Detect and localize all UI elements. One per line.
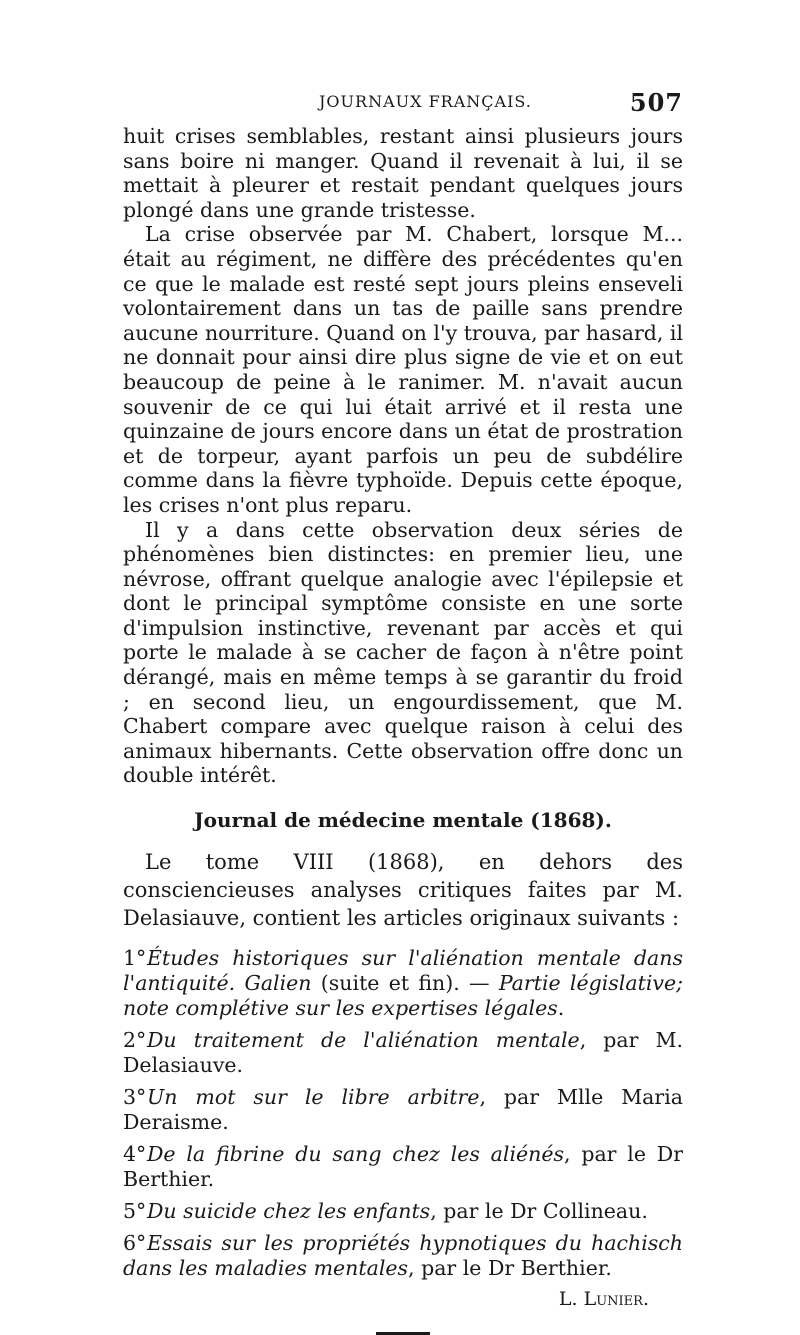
item-number: 4° — [123, 1142, 147, 1167]
item-title: De la fibrine du sang chez les aliénés — [147, 1142, 564, 1167]
item-author: . — [557, 996, 565, 1021]
item-title: Études historiques sur l'aliénation mentale dans l'antiquité. Galien — [123, 946, 683, 996]
item-number: 3° — [123, 1085, 147, 1110]
section-title — [123, 808, 683, 832]
item-number: 1° — [123, 946, 147, 971]
list-item — [123, 946, 683, 1021]
paragraph-continued: huit crises semblables, restant ainsi plusieurs jours sans boire ni manger. Quand il revenait à lui, il se mettait à pleurer et restait pendant quelques jours plongé dans une grande tristesse. — [123, 124, 683, 222]
list-item — [123, 1231, 683, 1281]
list-item — [123, 1085, 683, 1135]
item-title-second: Partie législative; note complétive sur les expertises légales — [123, 971, 683, 1021]
running-title: JOURNAUX FRANÇAIS. — [319, 92, 532, 111]
item-author: , par le Dr Collineau. — [430, 1199, 648, 1224]
item-author: , par Mlle Maria Deraisme. — [123, 1085, 683, 1135]
item-mid: (suite et fin). — — [311, 971, 499, 996]
signature: L. Lunier. — [558, 1288, 649, 1311]
item-number: 2° — [123, 1028, 147, 1053]
list-item — [123, 1142, 683, 1192]
body-text — [123, 124, 683, 788]
running-head — [123, 88, 683, 124]
section-title-year: (1868). — [530, 808, 612, 833]
item-title: Essais sur les propriétés hypnotiques du hachisch dans les maladies mentales — [123, 1231, 683, 1281]
section-title-main: Journal de médecine mentale — [194, 808, 524, 833]
item-author: , par le Dr Berthier. — [408, 1256, 612, 1281]
article-list — [123, 946, 683, 1281]
item-title: Du traitement de l'aliénation mentale — [147, 1028, 580, 1053]
list-item — [123, 1028, 683, 1078]
item-author: , par le Dr Berthier. — [123, 1142, 683, 1192]
item-author: , par M. Delasiauve. — [123, 1028, 683, 1078]
page-number: 507 — [629, 88, 683, 117]
list-item — [123, 1199, 683, 1224]
paragraph: Il y a dans cette observation deux séries de phénomènes bien distinctes: en premier lieu, une névrose, offrant quelque analogie avec l'épilepsie et dont le principal symptôme consiste en une sorte d'impulsion instinctive, revenant par accès et qui porte le malade à se cacher de façon à n'être point dérangé, mais en même temps à se garantir du froid ; en second lieu, un engourdissement, que M. Chabert compare avec quelque raison à celui des animaux hibernants. Cette observation offre donc un double intérêt. — [123, 517, 683, 788]
item-title: Un mot sur le libre arbitre — [147, 1085, 480, 1110]
item-title: Du suicide chez les enfants — [147, 1199, 431, 1224]
section-intro: Le tome VIII (1868), en dehors des consciencieuses analyses critiques faites par M. Delasiauve, contient les articles originaux suivants : — [123, 850, 683, 931]
paragraph: La crise observée par M. Chabert, lorsque M... était au régiment, ne diffère des précédentes qu'en ce que le malade est resté sept jours pleins enseveli volontairement dans un tas de paille sans prendre aucune nourriture. Quand on l'y trouva, par hasard, il ne donnait pour ainsi dire plus signe de vie et on eut beaucoup de peine à le ranimer. M. n'avait aucun souvenir de ce qui lui était arrivé et il resta une quinzaine de jours encore dans un état de prostration et de torpeur, ayant parfois un peu de subdélire comme dans la fièvre typhoïde. Depuis cette époque, les crises n'ont plus reparu. — [123, 222, 684, 517]
page — [123, 88, 684, 1335]
item-number: 6° — [123, 1231, 147, 1256]
item-number: 5° — [123, 1199, 147, 1224]
